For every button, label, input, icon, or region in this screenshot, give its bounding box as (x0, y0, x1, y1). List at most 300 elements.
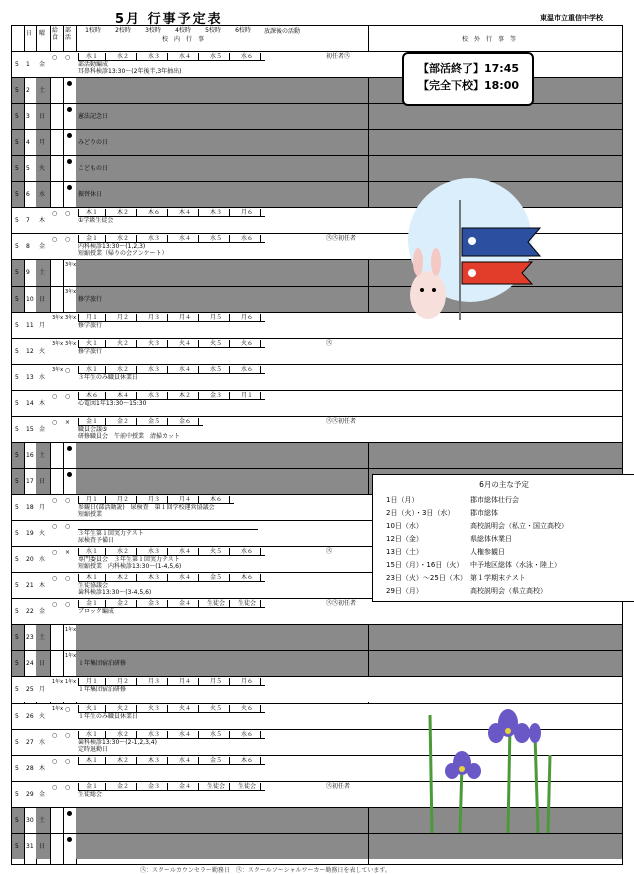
period-cell: 水４ (172, 235, 199, 242)
period-cell: 金１ (78, 418, 106, 425)
period-cell: 水４ (172, 574, 199, 581)
day-number: 6 (26, 191, 30, 199)
day-number: 28 (26, 764, 34, 772)
period-cell: 水１ (78, 53, 106, 60)
header-periods (78, 27, 258, 34)
period-cell: 木６ (234, 757, 261, 764)
period-cell: 木３ (141, 574, 168, 581)
june-plan-event: 高校説明会（私立・国立高校） (470, 522, 568, 530)
june-plan-item (386, 560, 561, 570)
day-number: 19 (26, 530, 34, 538)
event-note: 短縮授業 内科検診13:30～(1-4,5,6) (78, 563, 182, 571)
day-number: 4 (26, 139, 30, 147)
period-cell: 月６ (234, 678, 261, 685)
period-cell: 金３ (203, 392, 230, 399)
period-cell: 水６ (234, 548, 261, 555)
day-number: 16 (26, 451, 34, 459)
june-plan-box (372, 474, 634, 602)
period-cell: 金６ (172, 418, 199, 425)
period-cell: 木６ (141, 209, 168, 216)
header-period-1: 1校時 (85, 27, 101, 34)
period-cell: 月２ (110, 678, 137, 685)
event-note: １年生のみ職員休業日 (78, 712, 139, 720)
club-mark: ○ (65, 705, 71, 713)
period-cell: 火６ (234, 705, 261, 712)
day-number: 22 (26, 608, 34, 616)
club-mark: 3年x (65, 262, 77, 269)
period-cell: 金２ (110, 418, 137, 425)
staff-note: ㋜㋜初任者 (326, 600, 357, 608)
day-row (12, 364, 622, 390)
june-plan-item (386, 508, 498, 518)
club-mark: 1年x (65, 653, 77, 660)
day-number: 21 (26, 582, 34, 590)
period-cell: 木６ (234, 574, 261, 581)
day-row (12, 833, 622, 859)
june-plan-item (386, 521, 568, 531)
period-cell: 水４ (172, 53, 199, 60)
staff-note: ㋜初任者 (326, 782, 351, 790)
period-cell: 水１ (78, 366, 106, 373)
club-off-dot (67, 837, 72, 842)
period-cell: 水３ (141, 392, 168, 399)
header-period-6: 6校時 (235, 27, 251, 34)
month-cell: 5 (15, 712, 19, 720)
school-name: 東温市立重信中学校 (540, 14, 603, 22)
event-note: 憲法記念日 (78, 113, 109, 121)
period-schedule (78, 314, 265, 322)
period-cell: 水１ (78, 548, 106, 555)
period-cell: 月３ (141, 314, 168, 321)
period-cell: 水２ (110, 548, 137, 555)
period-cell: 月２ (110, 496, 137, 503)
weekday: 火 (39, 165, 46, 173)
period-cell: 木４ (172, 209, 199, 216)
period-cell: 水３ (141, 235, 168, 242)
club-off-dot (67, 159, 72, 164)
event-note: 短縮授業（帰りの会アンケート） (78, 250, 168, 258)
period-schedule (78, 418, 203, 426)
period-cell: 月１ (78, 314, 106, 321)
period-cell: 月５ (203, 678, 230, 685)
event-note: 生徒協議会 (78, 582, 109, 590)
lunch-mark: ○ (52, 783, 58, 791)
day-number: 15 (26, 425, 34, 433)
lunch-mark: ○ (52, 418, 58, 426)
period-cell: 金４ (172, 600, 199, 607)
lunch-mark: 3年x (52, 366, 64, 373)
period-cell: 月５ (203, 314, 230, 321)
period-cell: 月１ (78, 678, 106, 685)
period-cell: 月１ (234, 392, 261, 399)
day-number: 23 (26, 634, 34, 642)
lunch-mark: ○ (52, 54, 58, 61)
period-cell: 水５ (203, 53, 230, 60)
day-row (12, 650, 622, 676)
period-cell: 木６ (203, 496, 230, 503)
staff-note: ㋜ (326, 548, 333, 556)
period-cell: 水４ (172, 548, 199, 555)
june-plan-date: 10日（水） (386, 522, 423, 530)
period-cell: 木１ (78, 574, 106, 581)
june-plan-event: 郡市総体壮行会 (470, 496, 519, 504)
club-mark: ○ (65, 497, 71, 505)
june-plan-event: 人権参観日 (470, 548, 505, 556)
weekday: 水 (39, 191, 46, 199)
club-time-callout (402, 52, 534, 106)
period-cell: 水２ (110, 53, 137, 60)
period-cell: 金１ (78, 600, 106, 607)
lunch-mark: ○ (52, 601, 58, 609)
month-cell: 5 (15, 582, 19, 590)
club-mark: 1年x (65, 679, 77, 686)
club-off-dot (67, 446, 72, 451)
weekday: 金 (39, 608, 46, 616)
lunch-mark: ○ (52, 731, 58, 739)
period-schedule (78, 757, 265, 765)
day-row (12, 390, 622, 416)
header-in-school: 校 内 行 事 (162, 36, 205, 43)
event-note: こどもの日 (78, 165, 109, 173)
weekday: 月 (39, 139, 46, 147)
day-number: 8 (26, 243, 30, 251)
weekday: 土 (39, 634, 46, 642)
header-after-school: 放課後の活動 (264, 28, 301, 35)
period-cell: 火４ (172, 340, 199, 347)
day-number: 24 (26, 660, 34, 668)
period-cell: 火１ (78, 705, 106, 712)
month-cell: 5 (15, 816, 19, 824)
event-note: 歯科検診13:30～(3-4,5,6) (78, 589, 152, 597)
period-cell: 水２ (110, 731, 137, 738)
month-cell: 5 (15, 425, 19, 433)
full-dismissal-time: 【完全下校】18:00 (418, 79, 520, 92)
club-off-dot (67, 185, 72, 190)
day-number: 17 (26, 477, 34, 485)
club-end-time: 【部活終了】17:45 (418, 62, 520, 75)
day-number: 29 (26, 790, 34, 798)
period-cell: 木３ (141, 757, 168, 764)
period-cell: 火５ (203, 340, 230, 347)
day-number: 27 (26, 738, 34, 746)
weekday: 金 (39, 790, 46, 798)
period-cell: 水６ (234, 53, 261, 60)
month-cell: 5 (15, 477, 19, 485)
month-cell: 5 (15, 165, 19, 173)
weekday: 日 (39, 113, 46, 121)
period-cell: 金５ (203, 574, 230, 581)
header-period-3: 3校時 (145, 27, 161, 34)
period-cell: 火６ (234, 340, 261, 347)
club-mark: ○ (65, 523, 71, 531)
period-schedule (78, 705, 265, 713)
day-row (12, 598, 622, 624)
header-period-5: 5校時 (205, 27, 221, 34)
period-cell: 木３ (203, 209, 230, 216)
period-cell: 火４ (172, 705, 199, 712)
period-cell: 金１ (78, 235, 106, 242)
event-note: 内科検診13:30～(1,2,3) (78, 243, 146, 251)
koinobori-illustration (400, 170, 560, 330)
month-cell: 5 (15, 660, 19, 668)
period-cell: 月３ (141, 678, 168, 685)
weekday: 月 (39, 686, 46, 694)
period-cell: 金１ (78, 783, 106, 790)
day-number: 10 (26, 295, 34, 303)
june-plan-item (386, 586, 547, 596)
weekday: 火 (39, 530, 46, 538)
june-plan-date: 13日（土） (386, 548, 423, 556)
month-cell: 5 (15, 634, 19, 642)
june-plan-date: 2日（火）・3日（水） (386, 509, 455, 517)
period-cell: 月６ (234, 314, 261, 321)
day-row (12, 676, 622, 702)
header-period-2: 2校時 (115, 27, 131, 34)
day-number: 26 (26, 712, 34, 720)
month-cell: 5 (15, 295, 19, 303)
club-mark: ○ (65, 210, 71, 218)
event-note: １年集団宿泊研修 (78, 686, 127, 694)
day-number: 12 (26, 347, 34, 355)
month-cell: 5 (15, 347, 19, 355)
club-mark: 3年x (65, 340, 77, 347)
header-day: 日 (26, 30, 33, 37)
event-note: 研修職員会 午前中授業 清掃カット (78, 432, 180, 440)
day-number: 3 (26, 113, 30, 121)
month-cell: 5 (15, 87, 19, 95)
event-note: 尿検査予備日 (78, 537, 115, 545)
period-cell: 生徒会 (234, 600, 261, 607)
day-number: 30 (26, 816, 34, 824)
period-cell: 木４ (110, 392, 137, 399)
month-cell: 5 (15, 243, 19, 251)
club-mark: ○ (65, 54, 71, 61)
club-mark: ○ (65, 392, 71, 400)
weekday: 金 (39, 425, 46, 433)
club-off-dot (67, 811, 72, 816)
period-cell: 火５ (203, 548, 230, 555)
period-cell: 木６ (78, 392, 106, 399)
day-number: 9 (26, 269, 30, 277)
weekday: 日 (39, 660, 46, 668)
period-cell: 水３ (141, 53, 168, 60)
weekday: 金 (39, 243, 46, 251)
event-note: ３年生第１回実力テスト (78, 530, 144, 538)
lunch-mark: ○ (52, 523, 58, 531)
day-number: 13 (26, 373, 34, 381)
weekday: 金 (39, 61, 46, 68)
period-cell: 水４ (172, 731, 199, 738)
day-number: 11 (26, 321, 34, 329)
period-schedule (78, 783, 265, 791)
period-cell: 月４ (172, 678, 199, 685)
club-off-dot (67, 81, 72, 86)
header-lunch: 給食 (52, 27, 59, 41)
lunch-mark: 3年x (52, 340, 64, 347)
club-mark: × (65, 418, 71, 426)
weekday: 木 (39, 217, 46, 225)
period-cell: 金５ (141, 418, 168, 425)
june-plan-date: 23日（火）～25日（木） (386, 574, 467, 582)
june-plan-item (386, 495, 519, 505)
june-plan-item (386, 534, 512, 544)
header-period-4: 4校時 (175, 27, 191, 34)
period-cell: 木２ (110, 209, 137, 216)
staff-note: ㋜㋜初任者 (326, 235, 357, 243)
weekday: 火 (39, 347, 46, 355)
day-number: 31 (26, 842, 34, 850)
month-cell: 5 (15, 321, 19, 329)
event-note: 歯科検診13:30～(2-1,2,3,4) (78, 738, 157, 746)
lunch-mark: ○ (52, 392, 58, 400)
weekday: 木 (39, 582, 46, 590)
period-cell: 生徒会 (203, 600, 230, 607)
header-outside: 校 外 行 事 等 (462, 36, 517, 43)
month-cell: 5 (15, 530, 19, 538)
period-cell: 月４ (172, 496, 199, 503)
june-plan-title: 6月の主な予定 (479, 480, 529, 489)
month-cell: 5 (15, 738, 19, 746)
event-note: ①学級生徒会 (78, 217, 114, 225)
june-plan-event: 郡市総体 (470, 509, 498, 517)
june-plan-date: 12日（金） (386, 535, 423, 543)
weekday: 土 (39, 816, 46, 824)
period-schedule (78, 366, 265, 374)
weekday: 日 (39, 842, 46, 850)
period-cell: 水３ (141, 731, 168, 738)
june-plan-event: 県総体休業日 (470, 535, 512, 543)
period-cell: 火３ (141, 340, 168, 347)
day-row (12, 338, 622, 364)
month-cell: 5 (15, 139, 19, 147)
weekday: 火 (39, 712, 46, 720)
month-cell: 5 (15, 556, 19, 564)
period-cell: 金２ (110, 600, 137, 607)
lunch-mark: ○ (52, 575, 58, 583)
month-cell: 5 (15, 764, 19, 772)
period-cell: 月４ (172, 314, 199, 321)
club-mark: ○ (65, 731, 71, 739)
weekday: 水 (39, 373, 46, 381)
period-cell: 水６ (234, 731, 261, 738)
lunch-mark: ○ (52, 210, 58, 218)
club-mark: 3年x (65, 288, 77, 295)
period-cell: 月６ (234, 209, 261, 216)
period-cell: 水６ (234, 366, 261, 373)
day-number: 25 (26, 686, 34, 694)
june-plan-date: 1日（月） (386, 496, 419, 504)
day-number: 14 (26, 399, 34, 407)
period-schedule (78, 53, 265, 61)
period-cell: 水４ (172, 366, 199, 373)
period-cell: 火１ (78, 340, 106, 347)
lunch-mark: 3年x (52, 314, 64, 321)
day-number: 5 (26, 165, 30, 173)
event-note: みどりの日 (78, 139, 109, 147)
period-cell: 生徒会 (234, 783, 261, 790)
period-schedule (78, 392, 265, 400)
period-schedule (78, 340, 265, 348)
period-cell: 水１ (78, 731, 106, 738)
month-cell: 5 (15, 61, 19, 68)
event-note: 専門委員会 ３年生第１回実力テスト (78, 556, 180, 564)
period-cell: 生徒会 (203, 783, 230, 790)
period-cell: 水３ (141, 548, 168, 555)
iris-illustration (410, 705, 560, 833)
event-note: 修学旅行 (78, 347, 103, 355)
club-mark: ○ (65, 757, 71, 765)
club-mark: ○ (65, 366, 71, 374)
club-mark: × (65, 549, 71, 557)
month-cell: 5 (15, 113, 19, 121)
period-cell: 金４ (172, 783, 199, 790)
staff-note: 初任者㋜ (326, 53, 351, 60)
header-weekday: 曜 (39, 30, 46, 37)
period-cell: 木２ (110, 757, 137, 764)
weekday: 土 (39, 451, 46, 459)
period-cell: 水３ (141, 366, 168, 373)
lunch-mark: ○ (52, 549, 58, 557)
club-off-dot (67, 472, 72, 477)
event-note: 生徒総会 (78, 790, 103, 798)
event-note: 振替休日 (78, 191, 103, 199)
club-mark: ○ (65, 236, 71, 244)
event-note: 短縮授業 (78, 511, 103, 519)
period-cell: 木２ (110, 574, 137, 581)
day-number: 20 (26, 556, 34, 564)
month-cell: 5 (15, 217, 19, 225)
period-schedule (78, 574, 265, 582)
period-cell: 水６ (234, 235, 261, 242)
event-note: ３年生のみ職員休業日 (78, 373, 139, 381)
period-cell: 水５ (203, 731, 230, 738)
event-note: １年集団宿泊研修 (78, 660, 127, 668)
period-cell: 月１ (78, 496, 106, 503)
period-cell: 水４ (172, 757, 199, 764)
period-cell: 金３ (141, 783, 168, 790)
period-cell: 水２ (110, 366, 137, 373)
weekday: 日 (39, 295, 46, 303)
weekday: 木 (39, 399, 46, 407)
period-cell: 火３ (141, 705, 168, 712)
event-note: ブロック編成 (78, 608, 114, 616)
club-mark: ○ (65, 575, 71, 583)
period-cell: 木２ (172, 392, 199, 399)
month-cell: 5 (15, 373, 19, 381)
june-plan-date: 15日（月）・16日（火） (386, 561, 464, 569)
club-off-dot (67, 107, 72, 112)
month-cell: 5 (15, 608, 19, 616)
month-cell: 5 (15, 399, 19, 407)
header-club: 部活 (65, 27, 72, 41)
event-note: 参観日(部活動説) 尿検査 第１回学校運営協議会 (78, 504, 215, 512)
june-plan-event: 高校説明会（県立高校） (470, 587, 547, 595)
month-cell: 5 (15, 504, 19, 512)
weekday: 水 (39, 738, 46, 746)
day-row (12, 416, 622, 442)
day-number: 7 (26, 217, 30, 225)
period-cell: 金２ (110, 783, 137, 790)
event-note: 定時退勤日 (78, 745, 109, 753)
month-cell: 5 (15, 686, 19, 694)
month-cell: 5 (15, 790, 19, 798)
club-mark: ○ (65, 601, 71, 609)
period-cell: 火２ (110, 705, 137, 712)
day-row (12, 624, 622, 650)
period-cell: 木１ (78, 757, 106, 764)
june-plan-item (386, 573, 526, 583)
period-cell: 火２ (110, 340, 137, 347)
